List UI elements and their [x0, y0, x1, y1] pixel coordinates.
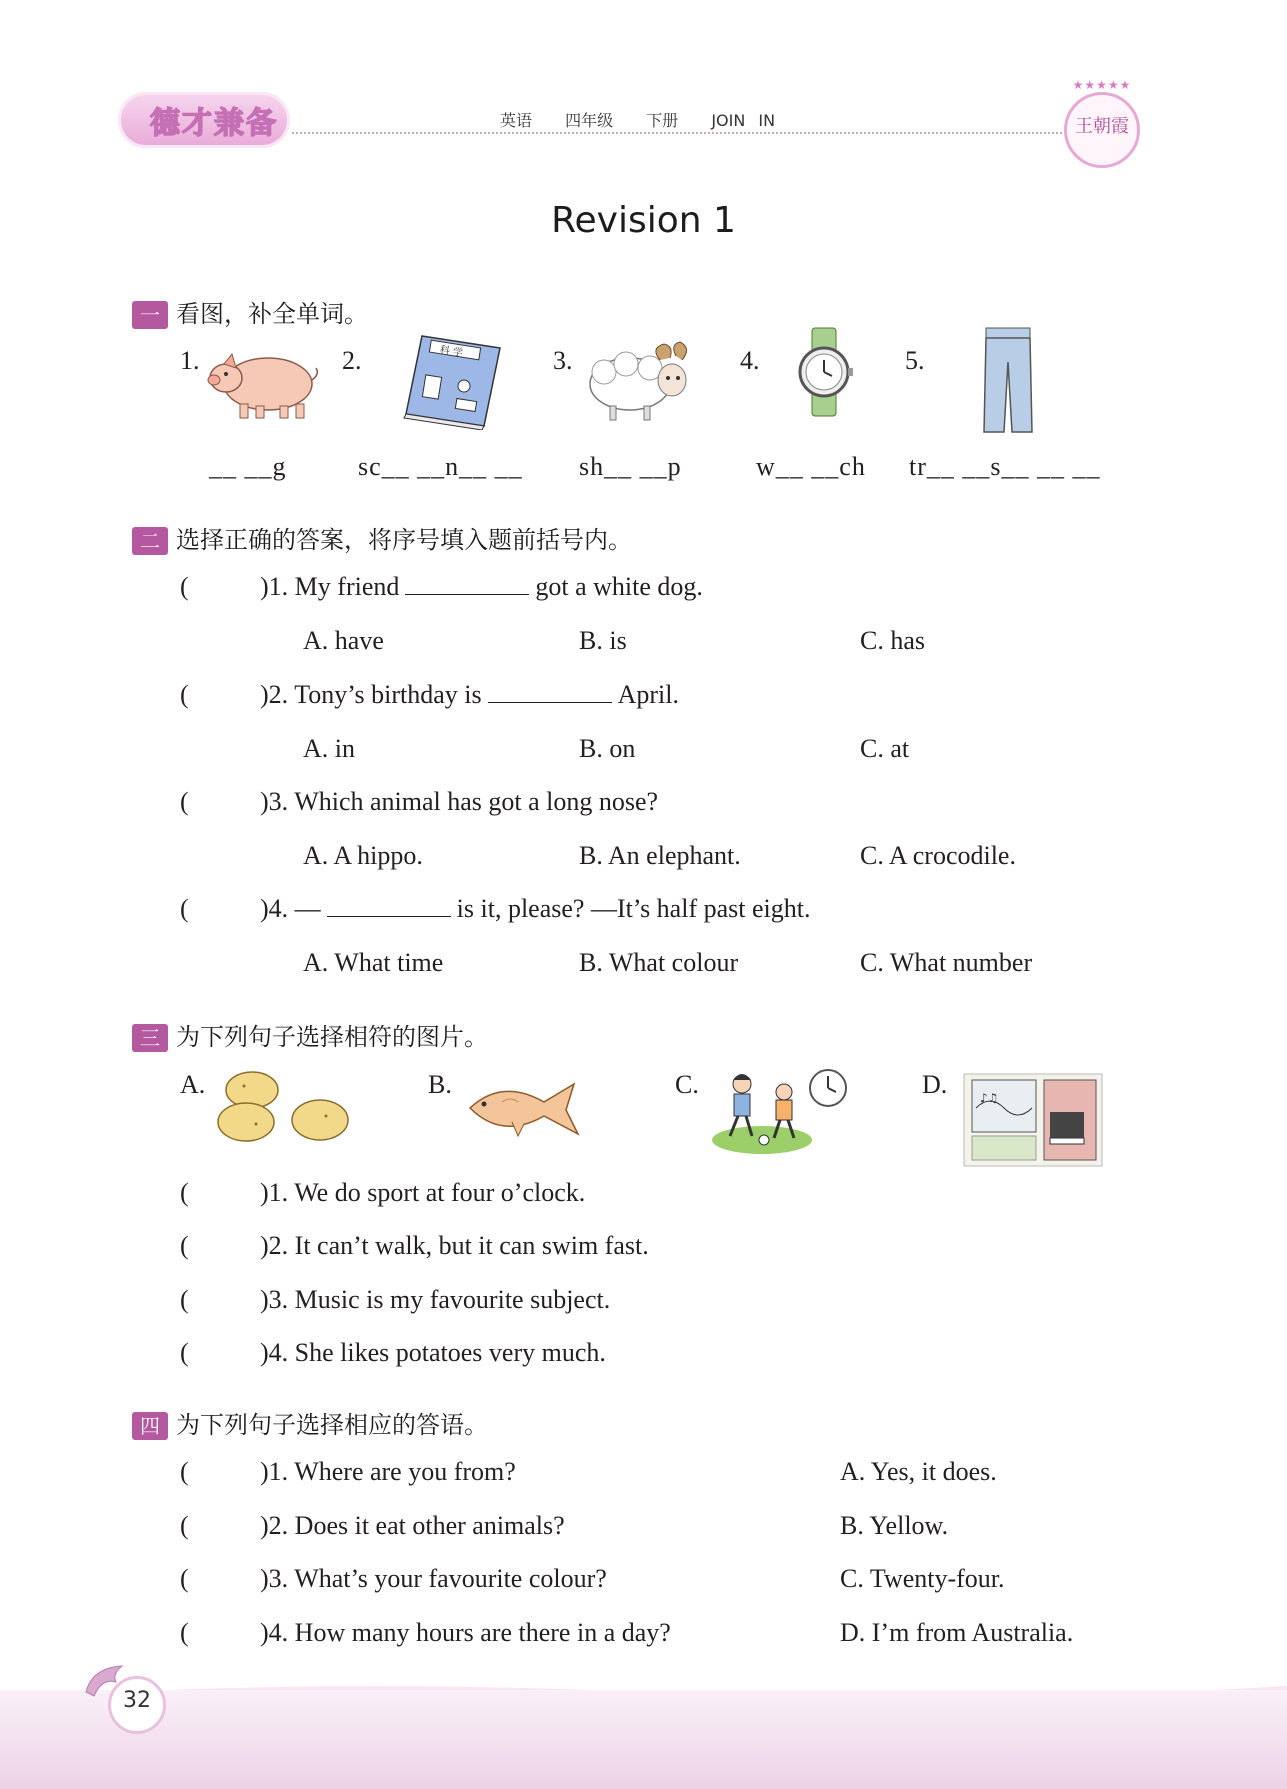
- trousers-icon: [980, 326, 1036, 436]
- s2-q4-text: [260, 894, 810, 924]
- s4-q2-text: [260, 1511, 565, 1541]
- s3-q4-close-paren: ): [260, 1338, 269, 1367]
- s2-q4-option-c: C. What number: [860, 948, 1033, 977]
- fish-icon: [462, 1072, 586, 1146]
- seal-stars-icon: ★★★★★: [1072, 78, 1132, 92]
- svg-text:科 学: 科 学: [438, 344, 464, 360]
- potatoes-icon: [216, 1068, 352, 1144]
- section1-heading: [132, 294, 368, 329]
- s3-q1-paren[interactable]: (: [180, 1178, 189, 1207]
- s4-q2-question: 2. Does it eat other animals?: [268, 1511, 565, 1540]
- brand-logo-text: 德才兼备: [150, 106, 278, 141]
- s4-q3-text: [260, 1564, 607, 1594]
- s2-q2-blank[interactable]: [488, 680, 612, 703]
- s2-q1-text: [260, 572, 703, 602]
- word-item-5-blank[interactable]: tr__ __s__ __ __: [909, 452, 1101, 481]
- section2-instruction: 选择正确的答案，将序号填入题前括号内。: [176, 526, 632, 554]
- s3-q3-paren[interactable]: (: [180, 1285, 189, 1314]
- s2-q4-option-a: A. What time: [303, 948, 444, 977]
- s4-answer-c: C. Twenty-four.: [840, 1564, 1005, 1593]
- section2-heading: [132, 520, 632, 555]
- section2-number: 二: [132, 527, 168, 555]
- s2-q3-open-paren[interactable]: (: [180, 787, 189, 816]
- s2-q4-before: 4. —: [268, 894, 321, 923]
- s2-q2-text: [260, 680, 679, 710]
- page-number: 32: [123, 1688, 151, 1713]
- s3-q3-close-paren: ): [260, 1285, 269, 1314]
- s4-q3-close-paren: ): [260, 1564, 269, 1593]
- section3-number: 三: [132, 1024, 168, 1052]
- music-room-icon: [962, 1072, 1104, 1168]
- word-item-1-blank[interactable]: __ __g: [209, 452, 287, 481]
- s2-q3-before: 3. Which animal has got a long nose?: [268, 787, 659, 816]
- s3-q4-sentence: 4. She likes potatoes very much.: [268, 1338, 606, 1367]
- s2-q4-open-paren[interactable]: (: [180, 894, 189, 923]
- section4-number: 四: [132, 1412, 168, 1440]
- s3-q4-paren[interactable]: (: [180, 1338, 189, 1367]
- word-item-1-number: 1.: [180, 346, 200, 375]
- s3-picture-b-label: B.: [428, 1070, 452, 1099]
- header-edition: JOIN IN: [711, 111, 776, 130]
- seal-text: 王朝霞: [1075, 116, 1129, 137]
- s2-q3-close-paren: ): [260, 787, 269, 816]
- word-item-3-blank[interactable]: sh__ __p: [579, 452, 682, 481]
- s2-q2-option-c: C. at: [860, 734, 910, 763]
- s2-q4-blank[interactable]: [327, 894, 451, 917]
- footer-band: [0, 1690, 1287, 1789]
- header-subject: 英语: [500, 111, 533, 130]
- s3-picture-c-label: C.: [675, 1070, 699, 1099]
- s4-q1-paren[interactable]: (: [180, 1457, 189, 1486]
- pig-icon: [206, 344, 322, 422]
- s4-q4-close-paren: ): [260, 1618, 269, 1647]
- s3-q2-close-paren: ): [260, 1231, 269, 1260]
- s3-picture-d-label: D.: [922, 1070, 948, 1099]
- s4-q3-question: 3. What’s your favourite colour?: [268, 1564, 607, 1593]
- boys-playing-football-icon: [712, 1066, 850, 1156]
- s4-q1-question: 1. Where are you from?: [268, 1457, 516, 1486]
- s2-q4-option-b: B. What colour: [579, 948, 739, 977]
- s3-q2-sentence: 2. It can’t walk, but it can swim fast.: [268, 1231, 649, 1260]
- word-item-4-number: 4.: [740, 346, 760, 375]
- s2-q1-after: got a white dog.: [535, 572, 703, 601]
- section4-instruction: 为下列句子选择相应的答语。: [176, 1411, 488, 1439]
- s2-q2-before: 2. Tony’s birthday is: [268, 680, 482, 709]
- s2-q4-close-paren: ): [260, 894, 269, 923]
- s2-q1-close-paren: ): [260, 572, 269, 601]
- header-term: 下册: [646, 111, 679, 130]
- header-grade: 四年级: [565, 111, 614, 130]
- s4-q1-text: [260, 1457, 516, 1487]
- page-title: Revision 1: [551, 200, 736, 241]
- s2-q1-blank[interactable]: [405, 572, 529, 595]
- watch-icon: [792, 326, 854, 418]
- header-divider: [292, 132, 1062, 134]
- s2-q1-before: 1. My friend: [268, 572, 400, 601]
- section3-instruction: 为下列句子选择相符的图片。: [176, 1023, 488, 1051]
- word-item-2-number: 2.: [342, 346, 362, 375]
- s2-q3-option-a: A. A hippo.: [303, 841, 423, 870]
- s3-q1-sentence: 1. We do sport at four o’clock.: [268, 1178, 586, 1207]
- s2-q4-after: is it, please? —It’s half past eight.: [456, 894, 811, 923]
- s2-q3-option-c: C. A crocodile.: [860, 841, 1016, 870]
- s2-q2-after: April.: [617, 680, 679, 709]
- s2-q1-option-a: A. have: [303, 626, 384, 655]
- s4-q4-paren[interactable]: (: [180, 1618, 189, 1647]
- section3-heading: [132, 1017, 488, 1052]
- s2-q1-option-c: C. has: [860, 626, 925, 655]
- s4-q2-paren[interactable]: (: [180, 1511, 189, 1540]
- section1-number: 一: [132, 301, 168, 329]
- s4-answer-a: A. Yes, it does.: [840, 1457, 997, 1486]
- s4-q4-question: 4. How many hours are there in a day?: [268, 1618, 671, 1647]
- word-item-5-number: 5.: [905, 346, 925, 375]
- s3-q3-sentence: 3. Music is my favourite subject.: [268, 1285, 611, 1314]
- s3-q4-text: [260, 1338, 606, 1368]
- sheep-icon: [586, 336, 696, 424]
- word-item-4-blank[interactable]: w__ __ch: [756, 452, 866, 481]
- s2-q1-open-paren[interactable]: (: [180, 572, 189, 601]
- s2-q2-option-a: A. in: [303, 734, 355, 763]
- word-item-3-number: 3.: [553, 346, 573, 375]
- s3-q3-text: [260, 1285, 610, 1315]
- section1-instruction: 看图，补全单词。: [176, 300, 368, 328]
- s4-q4-text: [260, 1618, 671, 1648]
- s3-q2-text: [260, 1231, 649, 1261]
- s2-q3-text: [260, 787, 658, 817]
- s4-q3-paren[interactable]: (: [180, 1564, 189, 1593]
- s2-q2-open-paren[interactable]: (: [180, 680, 189, 709]
- s4-answer-d: D. I’m from Australia.: [840, 1618, 1074, 1647]
- header-meta: [500, 108, 795, 131]
- s4-answer-b: B. Yellow.: [840, 1511, 949, 1540]
- s2-q1-option-b: B. is: [579, 626, 627, 655]
- s2-q2-option-b: B. on: [579, 734, 636, 763]
- svg-text:♪♫: ♪♫: [980, 1091, 999, 1105]
- s2-q2-close-paren: ): [260, 680, 269, 709]
- s3-picture-a-label: A.: [180, 1070, 206, 1099]
- s4-q2-close-paren: ): [260, 1511, 269, 1540]
- word-item-2-blank[interactable]: sc__ __n__ __: [358, 452, 523, 481]
- s3-q1-close-paren: ): [260, 1178, 269, 1207]
- s3-q1-text: [260, 1178, 585, 1208]
- science-book-icon: [400, 330, 506, 430]
- s2-q3-option-b: B. An elephant.: [579, 841, 741, 870]
- s3-q2-paren[interactable]: (: [180, 1231, 189, 1260]
- section4-heading: [132, 1405, 488, 1440]
- s4-q1-close-paren: ): [260, 1457, 269, 1486]
